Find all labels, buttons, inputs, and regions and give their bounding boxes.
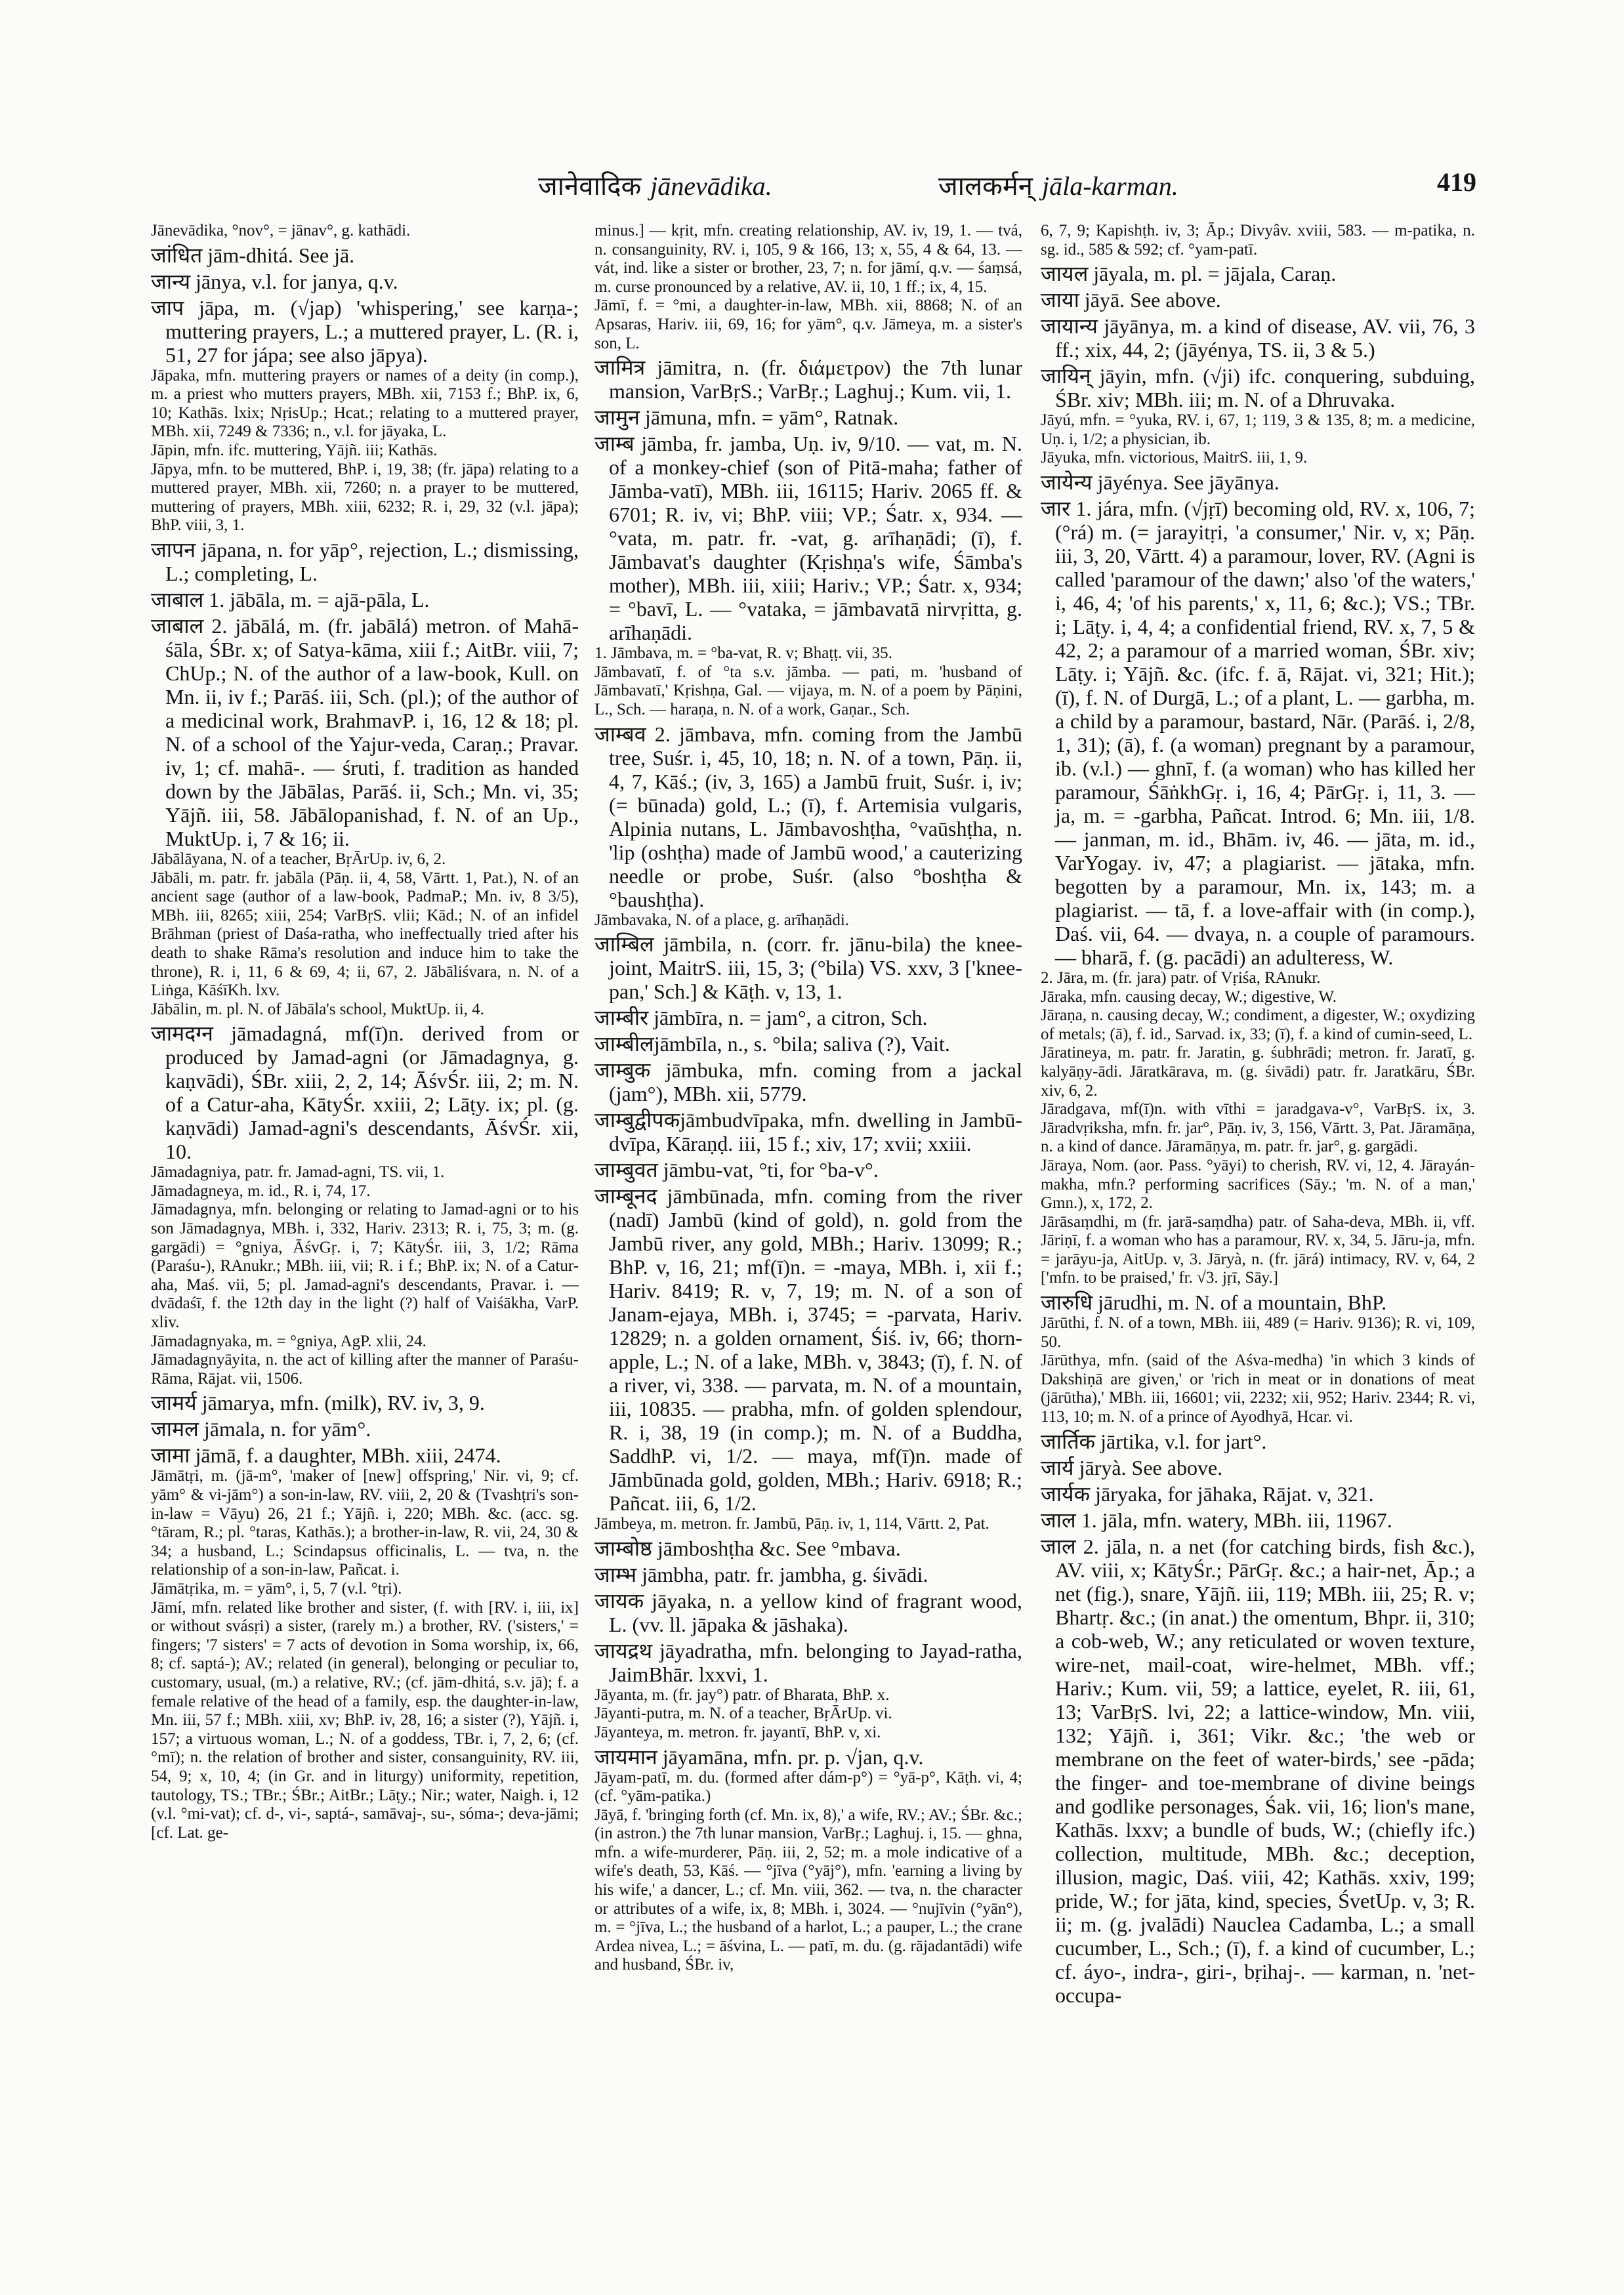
dictionary-subentry: Jābāli, m. patr. fr. jabāla (Pāṇ. ii, 4, 58, Vārtt. 1, Pat.), N. of an ancient sage (author of a law-book, PadmaP.; Mn. iv, 8 3/5), MBh. iii, 8265; xiii, 254; VarBṛS. vlii; Kād.; N. of an infidel Brāhman (priest of Daśa-ratha, who ineffectually tried after his death to shake Rāma's resolution and induce him to take the throne), R. i, 11, 6 & 69, 4; ii, 67, 2. Jābāliśvara, n. N. of a Liṅga, KāśīKh. lxv.	[151, 869, 579, 1000]
dictionary-headword-entry: जाम्बुवत jāmbu-vat, °ti, for °ba-v°.	[594, 1158, 879, 1182]
dictionary-subentry: Jāmadagnyāyita, n. the act of killing after the manner of Paraśu-Rāma, Rājat. vii, 1506.	[151, 1351, 579, 1388]
dictionary-subentry: Jāmātṛika, m. = yām°, i, 5, 7 (v.l. °tṛi).	[151, 1579, 402, 1598]
dictionary-headword-entry: जाम्भ jāmbha, patr. fr. jambha, g. śivādi.	[594, 1562, 928, 1586]
dictionary-headword-entry: जाम्बुक jāmbuka, mfn. coming from a jackal (jam°), MBh. xii, 5779.	[594, 1058, 1022, 1106]
column-2	[594, 222, 1022, 2275]
dictionary-subentry: Jāraka, mfn. causing decay, W.; digestive, W.	[1041, 987, 1337, 1006]
dictionary-subentry: Jāraṇa, n. causing decay, W.; condiment, a digester, W.; oxydizing of metals; (ā), f. id., Sarvad. ix, 33; (ī), f. a kind of cumin-seed, L.	[1041, 1006, 1475, 1043]
right-head-devanagari: जालकर्मन्	[938, 171, 1033, 201]
dictionary-headword-entry: जाम्बुद्वीपकjāmbudvīpaka, mfn. dwelling in Jambū-dvīpa, Kāraṇḍ. iii, 15 f.; xiv, 17; xvii; xxiii.	[594, 1108, 1022, 1156]
dictionary-headword-entry: जाम्बव 2. jāmbava, mfn. coming from the Jambū tree, Suśr. i, 45, 10, 18; n. N. of a town, Pāṇ. ii, 4, 7, Kāś.; (iv, 3, 165) a Jambū fruit, Suśr. i, iv; (= būnada) gold, L.; (ī), f. Artemisia vulgaris, Alpinia nutans, L. Jāmbavoshṭha, °vaūshṭha, n. 'lip (oshṭha) made of Jambū wood,' a cauterizing needle or probe, Suśr. (also °boshṭha & °baushṭha).	[594, 722, 1022, 911]
dictionary-subentry: Jāyā, f. 'bringing forth (cf. Mn. ix, 8),' a wife, RV.; AV.; ŚBr. &c.; (in astron.) the 7th lunar mansion, VarBṛ.; Laghuj. i, 15. — ghna, mfn. a wife-murderer, Pāṇ. iii, 2, 52; m. a mole indicative of a wife's death, 53, Kāś. — °jīva (°yāj°), mfn. 'earning a living by his wife,' a dancer, L.; cf. Mn. viii, 362. — tva, n. the character or attributes of a wife, ix, 8; MBh. i, 3024. — °nujīvin (°yān°), m. = °jīva, L.; the husband of a harlot, L.; a pauper, L.; the crane Ardea nivea, L.; = āśvina, L. — patī, m. du. (g. rājadantādi) wife and husband, ŚBr. iv,	[594, 1806, 1022, 1974]
dictionary-headword-entry: जाल 1. jāla, mfn. watery, MBh. iii, 11967.	[1041, 1508, 1392, 1532]
dictionary-headword-entry: जांधित jām-dhitá. See jā.	[151, 243, 355, 267]
dictionary-headword-entry: जायान्य jāyānya, m. a kind of disease, AV. vii, 76, 3 ff.; xix, 44, 2; (jāyénya, TS. ii, 3 & 5.)	[1041, 314, 1475, 362]
dictionary-headword-entry: जार्तिक jārtika, v.l. for jart°.	[1041, 1429, 1267, 1453]
page-header	[151, 167, 1476, 206]
dictionary-headword-entry: जाम्बीलjāmbīla, n., s. °bila; saliva (?), Vait.	[594, 1032, 950, 1056]
dictionary-subentry: Jāmbavaka, N. of a place, g. arīhaṇādi.	[594, 911, 850, 929]
dictionary-subentry: Jāmí, mfn. related like brother and sister, (f. with [RV. i, iii, ix] or without svásṛi) a sister, (rarely m.) a brother, RV. ('sisters,' = fingers; '7 sisters' = 7 acts of devotion in Soma worship, ix, 66, 8; cf. saptá-); AV.; related (in general), belonging or peculiar to, customary, usual, (m.) a relative, RV.; (cf. jām-dhitá, s.v. jā); f. a female relative of the head of a family, esp. the daughter-in-law, Mn. iii, 57 f.; MBh. xiii, xv; BhP. iv, 28, 16; a sister (?), Yājñ. i, 157; a virtuous woman, L.; N. of a goddess, TBr. i, 7, 2, 6; (cf. °mī); n. the relation of brother and sister, consanguinity, RV. iii, 54, 9; x, 10, 4; (in Gr. and in liturgy) uniformity, repetition, tautology, TS.; TBr.; ŚBr.; AitBr.; Lāṭy.; Nir.; water, Naigh. i, 12 (v.l. °mi-vat); cf. d-, vi-, saptá-, samāvaj-, su-, sóma-; deva-jāmi; [cf. Lat. ge-	[151, 1598, 579, 1842]
dictionary-headword-entry: जार 1. jára, mfn. (√jṛī) becoming old, RV. x, 106, 7; (°rá) m. (= jarayitṛi, 'a consumer,' Nir. v, x; Pāṇ. iii, 3, 20, Vārtt. 4) a paramour, lover, RV. (Agni is called 'paramour of the dawn;' also 'of the waters,' i, 46, 4; 'of his parents,' x, 11, 6; &c.); VS.; TBr. i; Lāṭy. i, 4, 4; a confidential friend, RV. x, 7, 5 & 42, 2; a paramour of a married woman, ŚBr. xiv; Lāṭy. i; Yājñ. &c. (ifc. f. ā, Rājat. vi, 321; Hit.); (ī), f. N. of Durgā, L.; of a plant, L. — garbha, m. a child by a paramour, bastard, Nār. (Parāś. i, 2/8, 1, 31); (ā), f. (a woman) pregnant by a paramour, ib. (v.l.) — ghnī, f. (a woman) who has killed her paramour, ŚāṅkhGṛ. i, 16, 4; PārGṛ. i, 11, 3. — ja, m. = -garbha, Pañcat. Introd. 6; Mn. iii, 1/8. — janman, m. id., Bhām. iv, 46. — jāta, m. id., VarYogay. iv, 47; a plagiarist. — jātaka, mfn. begotten by a paramour, Mn. ix, 143; m. a plagiarist. — tā, f. a love-affair with (in comp.), Daś. vii, 64. — dvaya, n. a couple of paramours. — bharā, f. (g. pacādi) an adulteress, W.	[1041, 496, 1475, 969]
dictionary-headword-entry: जामुन jāmuna, mfn. = yām°, Ratnak.	[594, 405, 899, 430]
dictionary-subentry: Jāyanti-putra, m. N. of a teacher, BṛĀrUp. vi.	[594, 1705, 892, 1723]
dictionary-subentry: Jāmadagnya, mfn. belonging or relating to Jamad-agni or to his son Jāmadagnya, MBh. i, 332, Hariv. 2313; R. i, 75, 3; m. (g. gargādi) = °gniya, ĀśvGṛ. i, 7; KātyŚr. iii, 3, 1/2; Rāma (Paraśu-), RAnukr.; MBh. iii, vii; R. i f.; BhP. ix; N. of a Catur-aha, Maś. vii, 5; pl. Jamad-agni's descendants, Pravar. i. — dvādaśī, f. the 12th day in the light (?) half of Vaiśākha, VarP. xliv.	[151, 1201, 579, 1332]
dictionary-headword-entry: जाया jāyā. See above.	[1041, 288, 1221, 312]
dictionary-subentry: Jāyam-patī, m. du. (formed after dám-p°) = °yā-p°, Kāṭh. vi, 4; (cf. °yām-patika.)	[594, 1768, 1022, 1806]
left-head-roman: jānevādika.	[650, 171, 772, 201]
dictionary-headword-entry: जापन jāpana, n. for yāp°, rejection, L.; dismissing, L.; completing, L.	[151, 537, 579, 585]
dictionary-headword-entry: जाप jāpa, m. (√jap) 'whispering,' see karṇa-; muttering prayers, L.; a muttered prayer, L. (R. i, 51, 27 for jápa; see also jāpya).	[151, 295, 579, 367]
dictionary-subentry: 6, 7, 9; Kapishṭh. iv, 3; Āp.; Divyâv. xviii, 583. — m-patika, n. sg. id., 585 & 592; cf. °yam-patī.	[1041, 222, 1475, 258]
dictionary-subentry: Jārāsaṃdhi, m (fr. jarā-saṃdha) patr. of Saha-deva, MBh. ii, vff. Jāriṇī, f. a woman who has a paramour, RV. x, 34, 5. Jāru-ja, mfn. = jarāyu-ja, AitUp. v, 3. Jāryà, n. (fr. jārá) intimacy, RV. v, 64, 2 ['mfn. to be praised,' fr. √3. jṛī, Sāy.]	[1041, 1212, 1475, 1287]
dictionary-headword-entry: जान्य jānya, v.l. for janya, q.v.	[151, 269, 398, 293]
dictionary-subentry: Jāpin, mfn. ifc. muttering, Yājñ. iii; Kathās.	[151, 441, 438, 459]
dictionary-headword-entry: जार्य jāryà. See above.	[1041, 1455, 1223, 1479]
dictionary-subentry: Jābālāyana, N. of a teacher, BṛĀrUp. iv, 6, 2.	[151, 850, 446, 868]
dictionary-headword-entry: जार्यक jāryaka, for jāhaka, Rājat. v, 321.	[1041, 1481, 1374, 1506]
dictionary-subentry: Jāmī, f. = °mi, a daughter-in-law, MBh. xii, 8868; N. of an Apsaras, Hariv. iii, 69, 16; for yām°, q.v. Jāmeya, m. a sister's son, L.	[594, 297, 1022, 352]
dictionary-headword-entry: जामल jāmala, n. for yām°.	[151, 1417, 371, 1441]
dictionary-headword-entry: जाम्बोष्ठ jāmboshṭha &c. See °mbava.	[594, 1536, 901, 1560]
dictionary-headword-entry: जाम्बीर jāmbīra, n. = jam°, a citron, Sch.	[594, 1006, 928, 1030]
dictionary-subentry: Jāraya, Nom. (aor. Pass. °yāyi) to cherish, RV. vi, 12, 4. Jārayán-makha, mfn.? performing sacrifices (Sāy.; 'm. N. of a man,' Gmn.), x, 172, 2.	[1041, 1156, 1475, 1212]
dictionary-subentry: Jārūthi, f. N. of a town, MBh. iii, 489 (= Hariv. 9136); R. vi, 109, 50.	[1041, 1314, 1475, 1351]
dictionary-subentry: Jāyú, mfn. = °yuka, RV. i, 67, 1; 119, 3 & 135, 8; m. a medicine, Uṇ. i, 1/2; a physician, ib.	[1041, 411, 1475, 448]
dictionary-subentry: Jāmadagniya, patr. fr. Jamad-agni, TS. vii, 1.	[151, 1163, 445, 1182]
dictionary-subentry: Jābālin, m. pl. N. of Jābāla's school, MuktUp. ii, 4.	[151, 1000, 484, 1018]
dictionary-headword-entry: जायेन्य jāyénya. See jāyānya.	[1041, 470, 1280, 494]
left-head-devanagari: जानेवादिक	[538, 171, 642, 201]
dictionary-subentry: Jāmātṛi, m. (jā-m°, 'maker of [new] offspring,' Nir. vi, 9; cf. yām° & vi-jām°) a son-in-law, RV. viii, 2, 20 & (Tvashṭri's son-in-law = Vāyu) 26, 21 f.; Yājñ. i, 220; MBh. &c. (acc. sg. °tāram, R.; pl. °taras, Kathās.); a brother-in-law, R. vii, 24, 30 & 34; a husband, L.; Scindapsus officinalis, L. — tva, n. the relationship of a son-in-law, Pañcat. i.	[151, 1467, 579, 1579]
dictionary-headword-entry: जाम्बिल jāmbila, n. (corr. fr. jānu-bila) the knee-joint, MaitrS. iii, 15, 3; (°bila) VS. xxv, 3 ['knee-pan,' Sch.] & Kāṭh. v, 13, 1.	[594, 932, 1022, 1004]
dictionary-headword-entry: जाल 2. jāla, n. a net (for catching birds, fish &c.), AV. viii, x; KātyŚr.; PārGṛ. &c.; a hair-net, Āp.; a net (fig.), snare, Yājñ. iii, 119; MBh. iii, 25; R. v; Bhartṛ. &c.; (in anat.) the omentum, Bhpr. ii, 310; a cob-web, W.; any reticulated or woven texture, wire-net, mail-coat, wire-helmet, MBh. vff.; Hariv.; Kum. vii, 59; a lattice, eyelet, R. iii, 61, 13; VarBṛS. lvi, 22; a lattice-window, Mn. viii, 132; Yājñ. i, 361; Vikr. &c.; 'the web or membrane on the feet of water-birds,' see -pāda; the finger- and toe-membrane of divine beings and godlike personages, Śak. vii, 16; lion's mane, Kathās. lxxv; a bundle of buds, W.; (chiefly ifc.) collection, multitude, MBh. &c.; deception, illusion, magic, Daś. viii, 42; Kathās. xxiv, 199; pride, W.; for jāta, kind, species, ŚvetUp. v, 3; R. ii; m. (g. jvalādi) Nauclea Cadamba, L.; a small cucumber, L., Sch.; (ī), f. a kind of cucumber, L.; cf. áyo-, indra-, giri-, bṛihaj-. — karman, n. 'net-occupa-	[1041, 1534, 1475, 2007]
dictionary-headword-entry: जायद्रथ jāyadratha, mfn. belonging to Jayad-ratha, JaimBhār. lxxvi, 1.	[594, 1638, 1022, 1686]
dictionary-headword-entry: जारुधि jārudhi, m. N. of a mountain, BhP.	[1041, 1291, 1387, 1315]
dictionary-subentry: minus.] — kṛit, mfn. creating relationship, AV. iv, 19, 1. — tvá, n. consanguinity, RV. i, 105, 9 & 166, 13; x, 55, 4 & 64, 13. — vát, ind. like a sister or brother, 23, 7; n. for jāmí, q.v. — śaṃsá, m. curse pronounced by a relative, AV. ii, 10, 1 ff.; ix, 4, 15.	[594, 222, 1022, 296]
dictionary-subentry: Jāpaka, mfn. muttering prayers or names of a deity (in comp.), m. a priest who mutters prayers, MBh. xii, 7153 f.; BhP. ix, 6, 10; Kathās. lxix; NṛisUp.; Hcat.; relating to a muttered prayer, MBh. xii, 7249 & 7336; n., v.l. for jāyaka, L.	[151, 366, 579, 441]
column-3	[1041, 222, 1475, 2275]
dictionary-subentry: Jāyanta, m. (fr. jay°) patr. of Bharata, BhP. x.	[594, 1685, 890, 1704]
dictionary-headword-entry: जायल jāyala, m. pl. = jājala, Caraṇ.	[1041, 262, 1337, 286]
dictionary-subentry: Jāpya, mfn. to be muttered, BhP. i, 19, 38; (fr. jāpa) relating to a muttered prayer, MBh. xii, 7260; n. a prayer to be muttered, muttering of prayers, MBh. xiii, 6232; R. i, 29, 32 (v.l. jāpa); BhP. viii, 3, 1.	[151, 460, 579, 535]
dictionary-subentry: Jāyuka, mfn. victorious, MaitrS. iii, 1, 9.	[1041, 449, 1308, 467]
dictionary-headword-entry: जाबाल 2. jābālá, m. (fr. jabālá) metron. of Mahā-śāla, ŚBr. x; of Satya-kāma, xiii f.; AitBr. viii, 7; ChUp.; N. of the author of a law-book, Kull. on Mn. ii, iv f.; Parāś. iii, Sch. (pl.); of the author of a medicinal work, BrahmavP. i, 16, 12 & 18; pl. N. of a school of the Yajur-veda, Caraṇ.; Pravar. iv, 1; cf. mahā-. — śruti, f. tradition as handed down by the Jābālas, Parāś. ii, Sch.; Mn. vi, 35; Yājñ. iii, 58. Jābālopanishad, f. N. of an Up., MuktUp. i, 7 & 16; ii.	[151, 613, 579, 850]
dictionary-headword-entry: जामर्य jāmarya, mfn. (milk), RV. iv, 3, 9.	[151, 1391, 485, 1415]
dictionary-subentry: Jāratineya, m. patr. fr. Jaratin, g. śubhrādi; metron. fr. Jaratī, g. kalyāṇy-ādi. Jāratkārava, m. (g. śivādi) patr. fr. Jaratkāru, ŚBr. xiv, 6, 2.	[1041, 1044, 1475, 1100]
dictionary-subentry: Jāradgava, mf(ī)n. with vīthi = jaradgava-v°, VarBṛS. ix, 3. Jāradvṛiksha, mfn. fr. jar°, Pāṇ. iv, 3, 156, Vārtt. 3, Pat. Jāramāṇa, n. a kind of dance. Jāramāṇya, m. patr. fr. jar°, g. gargādi.	[1041, 1100, 1475, 1156]
dictionary-headword-entry: जायमान jāyamāna, mfn. pr. p. √jan, q.v.	[594, 1745, 924, 1769]
column-1	[151, 222, 579, 2275]
right-head-roman: jāla-karman.	[1042, 171, 1178, 201]
dictionary-subentry: Jārūthya, mfn. (said of the Aśva-medha) 'in which 3 kinds of Dakshiṇā are given,' or 'rich in meat or in donations of meat (jārūtha),' MBh. iii, 16601; vii, 2232; xii, 952; Hariv. 2344; R. vi, 113, 10; m. N. of a prince of Ayodhyā, Hcar. vi.	[1041, 1352, 1475, 1426]
dictionary-subentry: Jāyanteya, m. metron. fr. jayantī, BhP. v, xi.	[594, 1723, 881, 1741]
dictionary-headword-entry: जाम्बूनद jāmbūnada, mfn. coming from the river (nadī) Jambū (kind of gold), n. gold from the Jambū river, any gold, MBh.; Hariv. 13099; R.; BhP. v, 16, 21; mf(ī)n. = -maya, MBh. i, xii f.; Hariv. 8419; R. v, 7, 19; m. N. of a son of Janam-ejaya, MBh. i, 3745; = -parvata, Hariv. 12829; n. a golden ornament, Śiś. iv, 66; thorn-apple, L.; N. of a lake, MBh. v, 3843; (ī), f. N. of a river, vi, 338. — parvata, m. N. of a mountain, iii, 10835. — prabha, mfn. of golden splendour, R. i, 38, 19 (in comp.); m. N. of a Buddha, SaddhP. vi, 1/2. — maya, mf(ī)n. made of Jāmbūnada gold, golden, MBh.; Hariv. 6918; R.; Pañcat. iii, 6, 1/2.	[594, 1184, 1022, 1516]
dictionary-headword-entry: जामा jāmā, f. a daughter, MBh. xiii, 2474.	[151, 1443, 501, 1468]
page-number: 419	[1437, 167, 1476, 197]
dictionary-subentry: Jānevādika, °nov°, = jānav°, g. kathādi.	[151, 222, 411, 239]
dictionary-headword-entry: जामदग्न jāmadagná, mf(ī)n. derived from or produced by Jamad-agni (or Jāmadagnya, g. kaṇvādi), ŚBr. xiii, 2, 2, 14; ĀśvŚr. iii, 2; m. N. of a Catur-aha, KātyŚr. xxiii, 2; Lāṭy. ix; pl. (g. kaṇvādi) Jamad-agni's descendants, ĀśvŚr. xii, 10.	[151, 1022, 579, 1164]
dictionary-subentry: Jāmbeya, m. metron. fr. Jambū, Pāṇ. iv, 1, 114, Vārtt. 2, Pat.	[594, 1515, 989, 1533]
dictionary-headword-entry: जायक jāyaka, n. a yellow kind of fragrant wood, L. (vv. ll. jāpaka & jāshaka).	[594, 1588, 1022, 1636]
right-running-head	[938, 167, 1178, 203]
left-running-head	[538, 167, 772, 203]
dictionary-subentry: Jāmadagneya, m. id., R. i, 74, 17.	[151, 1182, 371, 1200]
dictionary-subentry: 1. Jāmbava, m. = °ba-vat, R. v; Bhaṭṭ. vii, 35.	[594, 644, 892, 663]
dictionary-headword-entry: जाम्ब jāmba, fr. jamba, Uṇ. iv, 9/10. — vat, m. N. of a monkey-chief (son of Pitā-maha; father of Jāmba-vatī), MBh. iii, 16115; Hariv. 2065 ff. & 6701; R. iv, vi; BhP. viii; VP.; Śatr. x, 934. — °vata, m. patr. fr. -vat, g. arīhaṇādi; (ī), f. Jāmbavat's daughter (Kṛishṇa's wife, Śāmba's mother), MBh. iii, xiii; Hariv.; VP.; Śatr. x, 934; = °bavī, L. — °vataka, = jāmbavatā nirvṛitta, g. arīhaṇādi.	[594, 432, 1022, 645]
dictionary-subentry: 2. Jāra, m. (fr. jara) patr. of Vṛiśa, RAnukr.	[1041, 968, 1321, 987]
dictionary-headword-entry: जायिन् jāyin, mfn. (√ji) ifc. conquering, subduing, ŚBr. xiv; MBh. iii; m. N. of a Dhruvaka.	[1041, 364, 1475, 412]
dictionary-subentry: Jāmadagnyaka, m. = °gniya, AgP. xlii, 24.	[151, 1332, 427, 1350]
dictionary-headword-entry: जामित्र jāmitra, n. (fr. διάμετρον) the 7th lunar mansion, VarBṛS.; VarBṛ.; Laghuj.; Kum. vii, 1.	[594, 356, 1022, 403]
dictionary-subentry: Jāmbavatī, f. of °ta s.v. jāmba. — pati, m. 'husband of Jāmbavatī,' Kṛishṇa, Gal. — vijaya, m. N. of a poem by Pāṇini, L., Sch. — haraṇa, n. N. of a work, Gaṇar., Sch.	[594, 663, 1022, 718]
dictionary-headword-entry: जाबाल 1. jābāla, m. = ajā-pāla, L.	[151, 587, 430, 611]
